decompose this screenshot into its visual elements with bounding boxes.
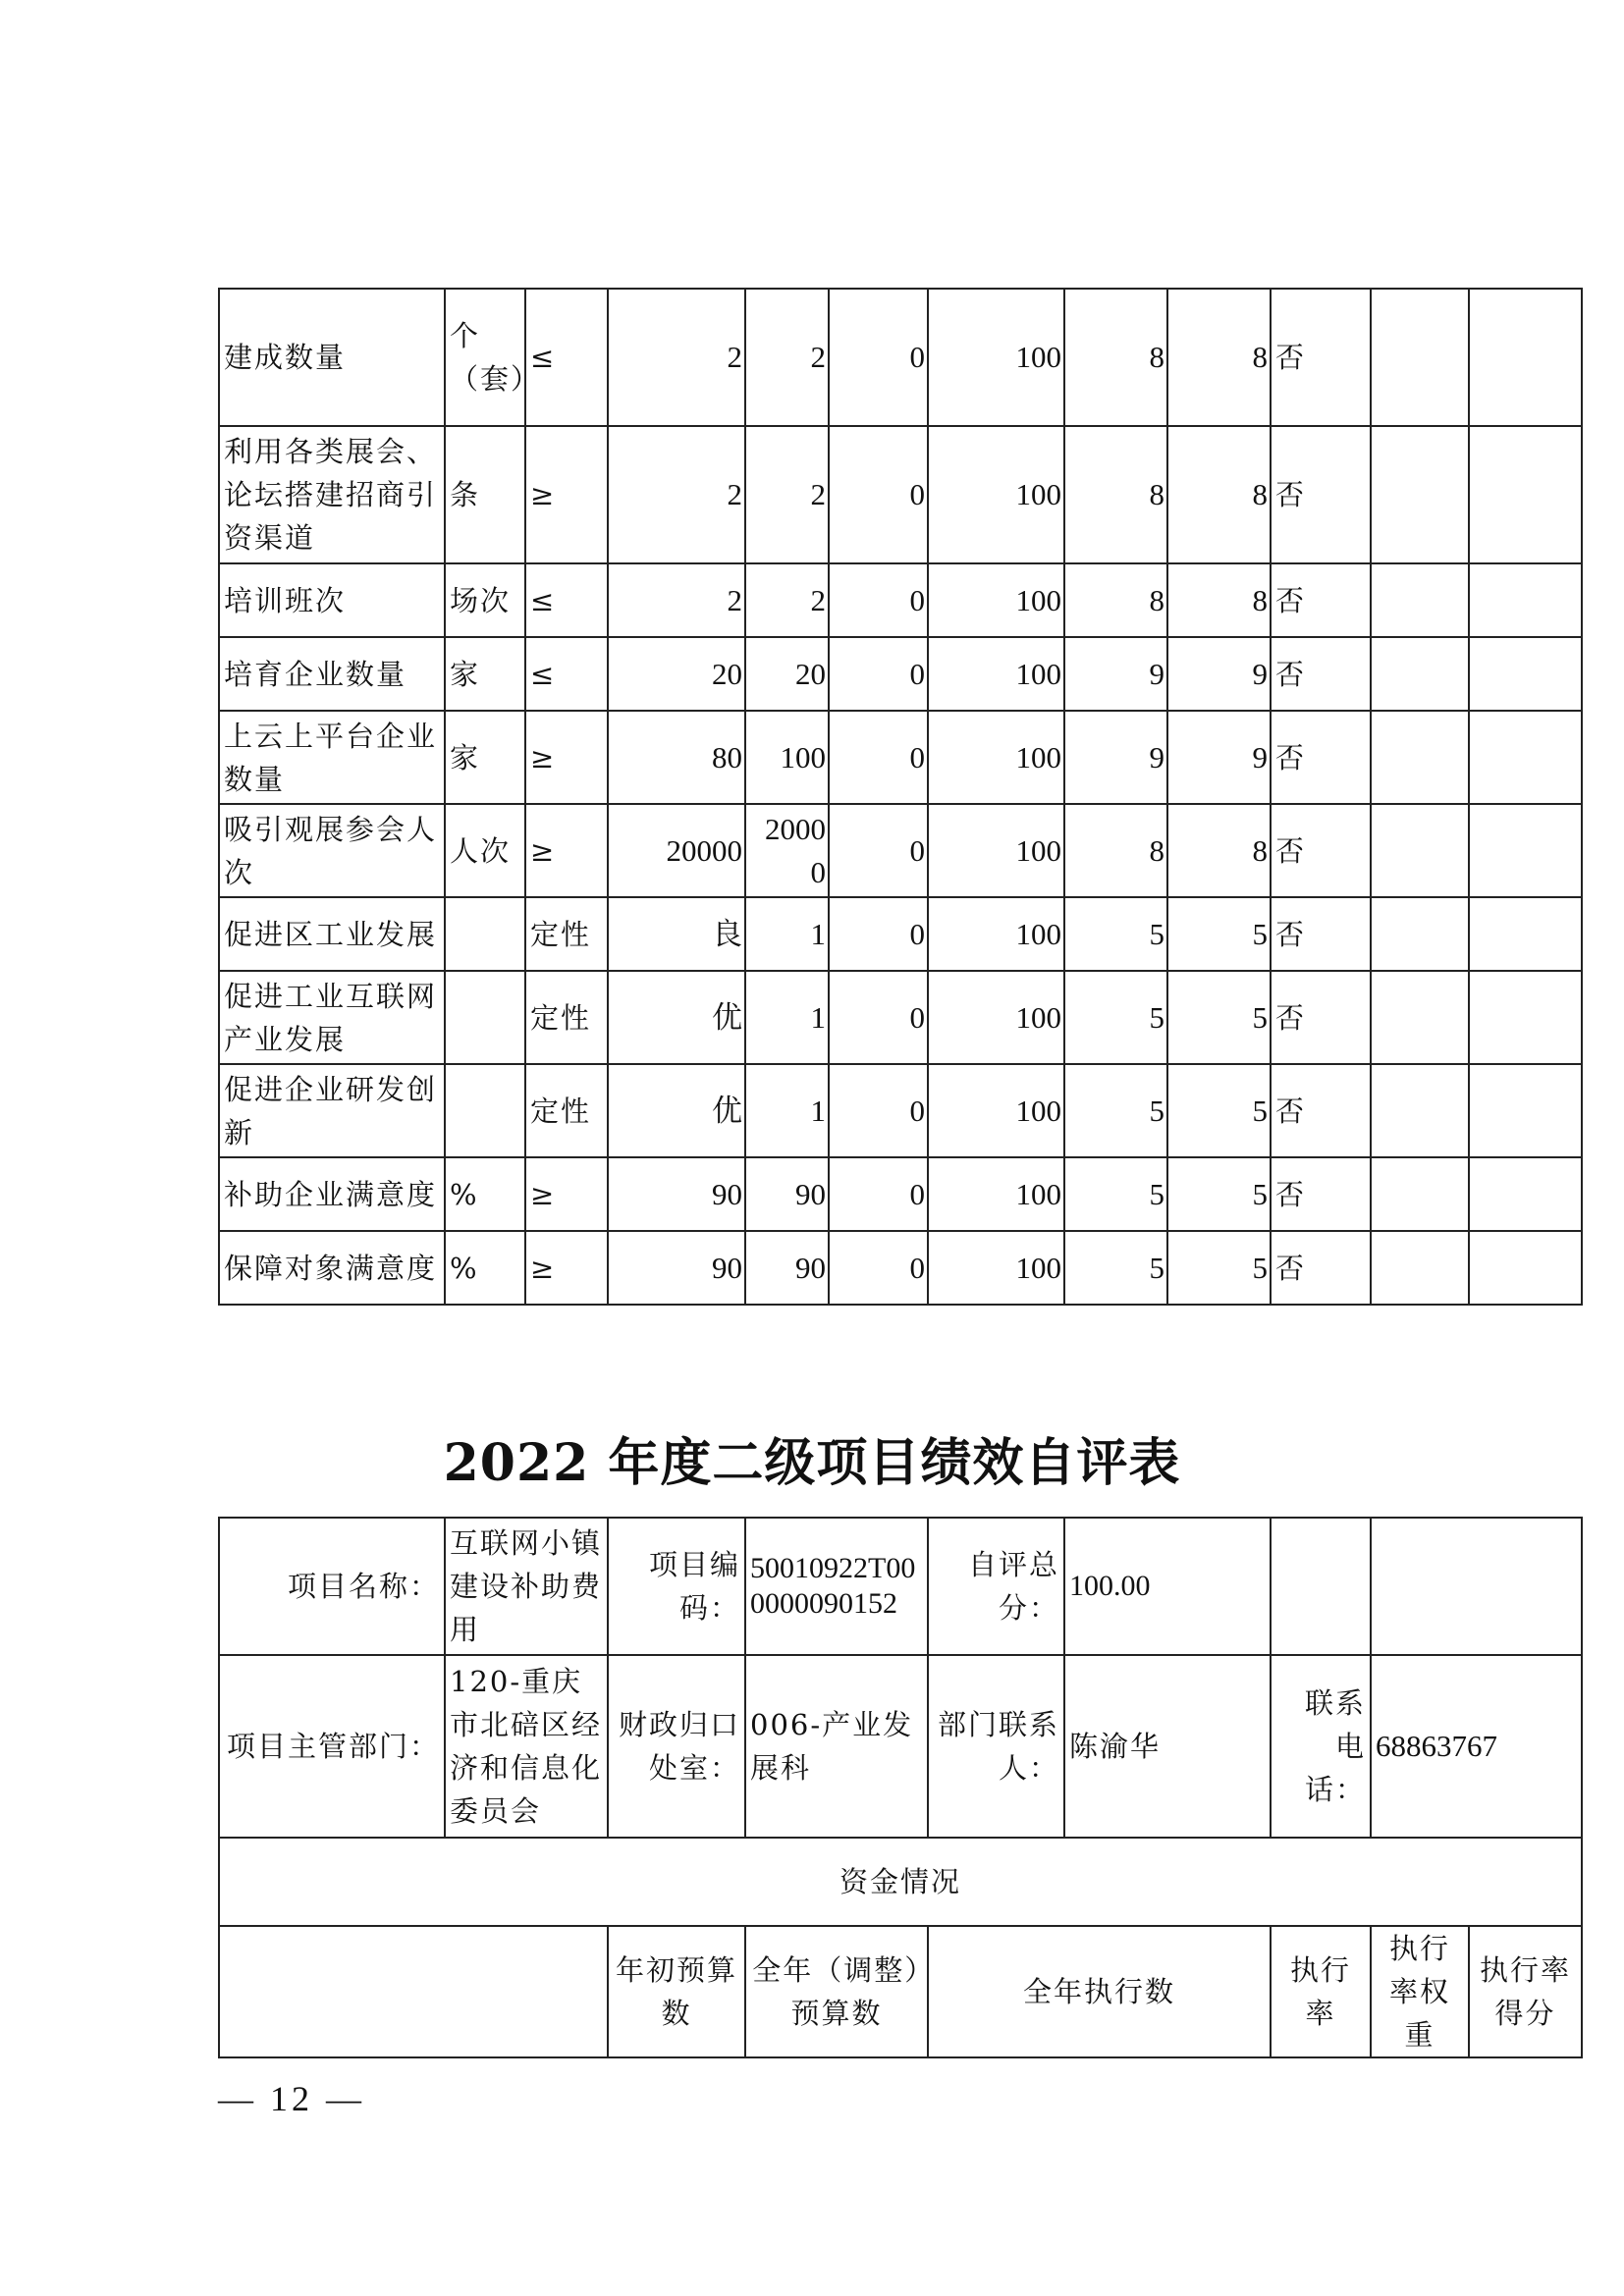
department-info-row: [219, 1655, 1582, 1838]
indicator-operator: ≤: [525, 563, 608, 637]
actual-value: 2: [745, 563, 829, 637]
actual-value: 20000: [745, 804, 829, 897]
completion-rate: 100: [928, 1064, 1064, 1157]
indicator-operator: 定性: [525, 1064, 608, 1157]
page-number: — 12 —: [218, 2079, 365, 2118]
completion-rate: 100: [928, 711, 1064, 804]
indicator-unit: %: [445, 1157, 525, 1231]
funds-header-row: [219, 1926, 1582, 2057]
completion-rate: 100: [928, 971, 1064, 1064]
contact-person-value: 陈渝华: [1064, 1655, 1271, 1838]
funds-header-executed: 全年执行数: [928, 1926, 1271, 2057]
phone-value: 68863767: [1371, 1655, 1582, 1838]
indicator-score: 8: [1167, 804, 1271, 897]
project-code-value: 50010922T000000090152: [745, 1518, 928, 1655]
deviation-flag: 否: [1271, 711, 1371, 804]
target-value: 80: [608, 711, 745, 804]
actual-value: 1: [745, 971, 829, 1064]
deviation-value: 0: [829, 637, 928, 711]
indicator-row: [219, 897, 1582, 971]
project-name-value: 互联网小镇建设补助费用: [445, 1518, 608, 1655]
indicator-weight: 5: [1064, 897, 1167, 971]
empty-cell: [1469, 426, 1582, 563]
indicator-row: [219, 1064, 1582, 1157]
indicator-name: 促进区工业发展: [219, 897, 445, 971]
target-value: 良: [608, 897, 745, 971]
deviation-flag: 否: [1271, 1231, 1371, 1305]
empty-cell: [1469, 289, 1582, 426]
target-value: 90: [608, 1157, 745, 1231]
deviation-flag: 否: [1271, 971, 1371, 1064]
deviation-value: 0: [829, 971, 928, 1064]
indicator-weight: 9: [1064, 637, 1167, 711]
actual-value: 90: [745, 1231, 829, 1305]
project-code-label: 项目编码：: [608, 1518, 745, 1655]
actual-value: 1: [745, 897, 829, 971]
empty-cell: [1371, 426, 1469, 563]
actual-value: 100: [745, 711, 829, 804]
indicator-name: 保障对象满意度: [219, 1231, 445, 1305]
indicator-weight: 8: [1064, 563, 1167, 637]
indicator-unit: [445, 1064, 525, 1157]
indicator-name: 培育企业数量: [219, 637, 445, 711]
indicator-weight: 9: [1064, 711, 1167, 804]
indicator-score: 5: [1167, 1064, 1271, 1157]
indicator-row: [219, 804, 1582, 897]
empty-cell: [1469, 1231, 1582, 1305]
document-title: 2022 年度二级项目绩效自评表: [443, 1433, 1181, 1493]
target-value: 优: [608, 971, 745, 1064]
completion-rate: 100: [928, 804, 1064, 897]
empty-cell: [1469, 637, 1582, 711]
empty-cell: [1469, 711, 1582, 804]
indicator-unit: [445, 971, 525, 1064]
indicator-unit: %: [445, 1231, 525, 1305]
indicator-name: 促进企业研发创新: [219, 1064, 445, 1157]
target-value: 20000: [608, 804, 745, 897]
empty-cell: [1469, 1157, 1582, 1231]
funds-header-adjusted-budget: 全年（调整）预算数: [745, 1926, 928, 2057]
completion-rate: 100: [928, 1157, 1064, 1231]
indicator-operator: ≥: [525, 804, 608, 897]
deviation-value: 0: [829, 1231, 928, 1305]
indicator-weight: 5: [1064, 1231, 1167, 1305]
indicator-score: 5: [1167, 1157, 1271, 1231]
deviation-value: 0: [829, 897, 928, 971]
empty-cell: [1371, 637, 1469, 711]
funds-header-initial-budget: 年初预算数: [608, 1926, 745, 2057]
self-score-label: 自评总分：: [928, 1518, 1064, 1655]
indicator-row: [219, 426, 1582, 563]
deviation-value: 0: [829, 1064, 928, 1157]
project-self-evaluation-table: [218, 1517, 1583, 2058]
self-score-value: 100.00: [1064, 1518, 1271, 1655]
finance-office-value: 006-产业发展科: [745, 1655, 928, 1838]
deviation-flag: 否: [1271, 426, 1371, 563]
empty-cell: [1371, 289, 1469, 426]
indicator-row: [219, 289, 1582, 426]
deviation-flag: 否: [1271, 1064, 1371, 1157]
indicator-row: [219, 971, 1582, 1064]
indicator-name: 培训班次: [219, 563, 445, 637]
indicator-score: 8: [1167, 563, 1271, 637]
indicator-name: 吸引观展参会人次: [219, 804, 445, 897]
indicator-operator: ≥: [525, 711, 608, 804]
indicator-weight: 8: [1064, 289, 1167, 426]
indicator-unit: 家: [445, 711, 525, 804]
funds-section-title: 资金情况: [219, 1838, 1582, 1926]
empty-cell: [1469, 804, 1582, 897]
target-value: 2: [608, 426, 745, 563]
target-value: 2: [608, 563, 745, 637]
deviation-flag: 否: [1271, 289, 1371, 426]
target-value: 90: [608, 1231, 745, 1305]
indicator-weight: 5: [1064, 1064, 1167, 1157]
indicator-score: 8: [1167, 289, 1271, 426]
indicator-unit: 人次: [445, 804, 525, 897]
deviation-value: 0: [829, 804, 928, 897]
completion-rate: 100: [928, 563, 1064, 637]
deviation-flag: 否: [1271, 563, 1371, 637]
phone-label: 联系电话：: [1271, 1655, 1371, 1838]
deviation-flag: 否: [1271, 897, 1371, 971]
indicator-weight: 8: [1064, 426, 1167, 563]
completion-rate: 100: [928, 1231, 1064, 1305]
completion-rate: 100: [928, 897, 1064, 971]
indicator-row: [219, 563, 1582, 637]
indicator-operator: 定性: [525, 971, 608, 1064]
indicator-row: [219, 637, 1582, 711]
indicator-name: 补助企业满意度: [219, 1157, 445, 1231]
indicator-weight: 8: [1064, 804, 1167, 897]
indicator-row: [219, 1157, 1582, 1231]
empty-cell: [1371, 1518, 1582, 1655]
empty-cell: [1371, 804, 1469, 897]
empty-cell: [1469, 563, 1582, 637]
indicator-row: [219, 1231, 1582, 1305]
empty-cell: [219, 1926, 608, 2057]
funds-header-rate-weight: 执行率权重: [1371, 1926, 1469, 2057]
indicator-operator: ≥: [525, 426, 608, 563]
deviation-value: 0: [829, 711, 928, 804]
indicator-operator: ≥: [525, 1157, 608, 1231]
empty-cell: [1469, 897, 1582, 971]
actual-value: 90: [745, 1157, 829, 1231]
empty-cell: [1469, 971, 1582, 1064]
completion-rate: 100: [928, 637, 1064, 711]
finance-office-label: 财政归口处室：: [608, 1655, 745, 1838]
indicator-weight: 5: [1064, 1157, 1167, 1231]
indicator-score: 8: [1167, 426, 1271, 563]
indicator-operator: 定性: [525, 897, 608, 971]
deviation-flag: 否: [1271, 637, 1371, 711]
empty-cell: [1271, 1518, 1371, 1655]
target-value: 优: [608, 1064, 745, 1157]
indicator-name: 促进工业互联网产业发展: [219, 971, 445, 1064]
deviation-flag: 否: [1271, 1157, 1371, 1231]
indicator-score: 9: [1167, 711, 1271, 804]
deviation-flag: 否: [1271, 804, 1371, 897]
performance-indicator-table: [218, 288, 1583, 1306]
funds-header-execution-rate: 执行率: [1271, 1926, 1371, 2057]
actual-value: 1: [745, 1064, 829, 1157]
indicator-name: 建成数量: [219, 289, 445, 426]
deviation-value: 0: [829, 1157, 928, 1231]
funds-section-row: [219, 1838, 1582, 1926]
funds-header-rate-score: 执行率得分: [1469, 1926, 1582, 2057]
empty-cell: [1469, 1064, 1582, 1157]
indicator-row: [219, 711, 1582, 804]
empty-cell: [1371, 1064, 1469, 1157]
indicator-unit: [445, 897, 525, 971]
indicator-score: 5: [1167, 971, 1271, 1064]
indicator-score: 9: [1167, 637, 1271, 711]
completion-rate: 100: [928, 426, 1064, 563]
deviation-value: 0: [829, 426, 928, 563]
empty-cell: [1371, 711, 1469, 804]
empty-cell: [1371, 563, 1469, 637]
department-label: 项目主管部门：: [219, 1655, 445, 1838]
department-value: 120-重庆市北碚区经济和信息化委员会: [445, 1655, 608, 1838]
project-name-label: 项目名称：: [219, 1518, 445, 1655]
indicator-unit: 场次: [445, 563, 525, 637]
contact-person-label: 部门联系人：: [928, 1655, 1064, 1838]
actual-value: 2: [745, 426, 829, 563]
actual-value: 2: [745, 289, 829, 426]
target-value: 20: [608, 637, 745, 711]
deviation-value: 0: [829, 289, 928, 426]
completion-rate: 100: [928, 289, 1064, 426]
actual-value: 20: [745, 637, 829, 711]
empty-cell: [1371, 1157, 1469, 1231]
deviation-value: 0: [829, 563, 928, 637]
indicator-unit: 家: [445, 637, 525, 711]
empty-cell: [1371, 1231, 1469, 1305]
indicator-score: 5: [1167, 1231, 1271, 1305]
indicator-name: 利用各类展会、论坛搭建招商引资渠道: [219, 426, 445, 563]
indicator-weight: 5: [1064, 971, 1167, 1064]
indicator-unit: 条: [445, 426, 525, 563]
indicator-unit: 个（套）: [445, 289, 525, 426]
indicator-operator: ≤: [525, 637, 608, 711]
project-info-row: [219, 1518, 1582, 1655]
indicator-name: 上云上平台企业数量: [219, 711, 445, 804]
target-value: 2: [608, 289, 745, 426]
indicator-operator: ≥: [525, 1231, 608, 1305]
empty-cell: [1371, 971, 1469, 1064]
indicator-operator: ≤: [525, 289, 608, 426]
empty-cell: [1371, 897, 1469, 971]
indicator-score: 5: [1167, 897, 1271, 971]
